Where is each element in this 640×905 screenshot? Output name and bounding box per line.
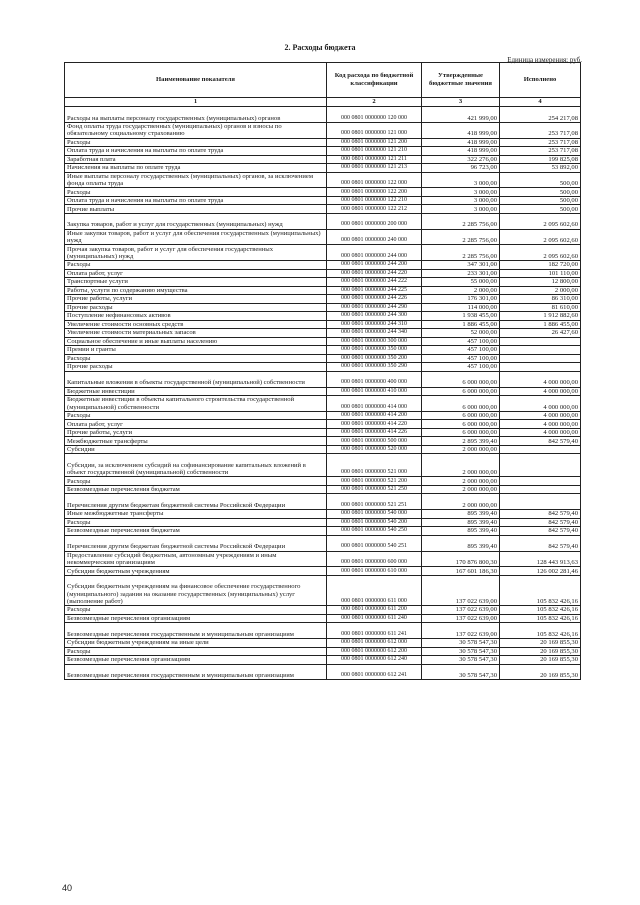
row-code-cell: 000 0801 0000000 611 241 bbox=[327, 623, 422, 639]
row-executed-cell bbox=[500, 363, 581, 372]
table-row bbox=[65, 551, 581, 567]
row-name-cell: Расходы на выплаты персоналу государственных (муниципальных) органов bbox=[65, 107, 327, 123]
row-executed-cell: 12 800,00 bbox=[500, 278, 581, 287]
row-code-cell: 000 0801 0000000 244 226 bbox=[327, 295, 422, 304]
row-code-cell: 000 0801 0000000 414 220 bbox=[327, 420, 422, 429]
row-executed-cell: 254 217,08 bbox=[500, 107, 581, 123]
row-code-cell: 000 0801 0000000 122 210 bbox=[327, 196, 422, 205]
header-row bbox=[65, 63, 581, 98]
row-code-cell: 000 0801 0000000 121 210 bbox=[327, 147, 422, 156]
row-approved-cell: 167 601 186,30 bbox=[422, 567, 500, 576]
row-executed-cell: 842 579,40 bbox=[500, 518, 581, 527]
row-approved-cell: 418 999,00 bbox=[422, 122, 500, 138]
row-code-cell: 000 0801 0000000 600 000 bbox=[327, 551, 422, 567]
row-approved-cell: 418 999,00 bbox=[422, 147, 500, 156]
row-name-cell: Транспортные услуги bbox=[65, 278, 327, 287]
header-approved-values: Утвержденные бюджетные значения bbox=[422, 63, 500, 98]
row-name-cell: Прочие работы, услуги bbox=[65, 428, 327, 437]
row-code-cell: 000 0801 0000000 300 000 bbox=[327, 337, 422, 346]
table-row bbox=[65, 518, 581, 527]
row-executed-cell: 20 169 855,30 bbox=[500, 639, 581, 648]
row-name-cell: Бюджетные инвестиции в объекты капитального строительства государственной (муниципальной) собственности bbox=[65, 396, 327, 412]
row-executed-cell bbox=[500, 354, 581, 363]
row-name-cell: Безвозмездные перечисления организациям bbox=[65, 656, 327, 665]
table-row bbox=[65, 639, 581, 648]
table-row bbox=[65, 286, 581, 295]
row-name-cell: Предоставление субсидий бюджетным, автономным учреждениям и иным некоммерческим организациям bbox=[65, 551, 327, 567]
row-code-cell: 000 0801 0000000 520 000 bbox=[327, 445, 422, 454]
row-executed-cell: 842 579,40 bbox=[500, 527, 581, 536]
table-row bbox=[65, 647, 581, 656]
row-code-cell: 000 0801 0000000 122 000 bbox=[327, 172, 422, 188]
table-row bbox=[65, 396, 581, 412]
row-name-cell: Фонд оплаты труда государственных (муниципальных) органов и взносы по обязательному социальному страхованию bbox=[65, 122, 327, 138]
row-name-cell: Субсидии бюджетным учреждениям на иные цели bbox=[65, 639, 327, 648]
table-row bbox=[65, 312, 581, 321]
column-number: 1 bbox=[65, 98, 327, 107]
row-approved-cell: 895 399,40 bbox=[422, 527, 500, 536]
row-code-cell: 000 0801 0000000 414 226 bbox=[327, 428, 422, 437]
row-name-cell: Прочие выплаты bbox=[65, 205, 327, 214]
row-executed-cell: 1 912 882,60 bbox=[500, 312, 581, 321]
row-code-cell: 000 0801 0000000 414 000 bbox=[327, 396, 422, 412]
row-name-cell: Межбюджетные трансферты bbox=[65, 437, 327, 446]
row-executed-cell: 182 720,00 bbox=[500, 261, 581, 270]
row-code-cell: 000 0801 0000000 244 220 bbox=[327, 269, 422, 278]
row-executed-cell: 500,00 bbox=[500, 172, 581, 188]
row-name-cell: Безвозмездные перечисления государственным и муниципальным организациям bbox=[65, 664, 327, 680]
row-name-cell: Расходы bbox=[65, 477, 327, 486]
row-code-cell: 000 0801 0000000 244 200 bbox=[327, 261, 422, 270]
row-code-cell: 000 0801 0000000 244 300 bbox=[327, 312, 422, 321]
row-executed-cell: 81 610,00 bbox=[500, 303, 581, 312]
row-executed-cell: 4 000 000,00 bbox=[500, 396, 581, 412]
row-name-cell: Расходы bbox=[65, 138, 327, 147]
row-approved-cell: 30 578 547,30 bbox=[422, 639, 500, 648]
row-approved-cell: 55 000,00 bbox=[422, 278, 500, 287]
table-row bbox=[65, 337, 581, 346]
row-approved-cell: 1 938 455,00 bbox=[422, 312, 500, 321]
table-row bbox=[65, 164, 581, 173]
row-executed-cell: 101 110,00 bbox=[500, 269, 581, 278]
row-executed-cell bbox=[500, 477, 581, 486]
row-code-cell: 000 0801 0000000 244 290 bbox=[327, 303, 422, 312]
row-name-cell: Увеличение стоимости основных средств bbox=[65, 320, 327, 329]
table-row bbox=[65, 664, 581, 680]
row-code-cell: 000 0801 0000000 521 250 bbox=[327, 485, 422, 494]
row-name-cell: Расходы bbox=[65, 354, 327, 363]
row-approved-cell: 170 876 800,30 bbox=[422, 551, 500, 567]
row-approved-cell: 418 999,00 bbox=[422, 138, 500, 147]
row-code-cell: 000 0801 0000000 121 211 bbox=[327, 155, 422, 164]
row-code-cell: 000 0801 0000000 122 212 bbox=[327, 205, 422, 214]
row-code-cell: 000 0801 0000000 244 310 bbox=[327, 320, 422, 329]
row-code-cell: 000 0801 0000000 121 200 bbox=[327, 138, 422, 147]
row-name-cell: Оплата труда и начисления на выплаты по оплате труда bbox=[65, 147, 327, 156]
table-row bbox=[65, 196, 581, 205]
row-name-cell: Расходы bbox=[65, 606, 327, 615]
row-executed-cell: 1 886 455,00 bbox=[500, 320, 581, 329]
row-approved-cell: 52 000,00 bbox=[422, 329, 500, 338]
row-name-cell: Иные закупки товаров, работ и услуг для обеспечения государственных (муниципальных) нужд bbox=[65, 229, 327, 245]
table-row bbox=[65, 261, 581, 270]
row-approved-cell: 322 276,00 bbox=[422, 155, 500, 164]
row-code-cell: 000 0801 0000000 122 200 bbox=[327, 188, 422, 197]
table-row bbox=[65, 107, 581, 123]
row-name-cell: Безвозмездные перечисления бюджетам bbox=[65, 527, 327, 536]
expenditure-table bbox=[64, 62, 581, 680]
row-executed-cell: 253 717,08 bbox=[500, 147, 581, 156]
row-approved-cell: 30 578 547,30 bbox=[422, 647, 500, 656]
row-executed-cell: 128 443 913,63 bbox=[500, 551, 581, 567]
row-code-cell: 000 0801 0000000 612 000 bbox=[327, 639, 422, 648]
row-code-cell: 000 0801 0000000 500 000 bbox=[327, 437, 422, 446]
row-code-cell: 000 0801 0000000 240 000 bbox=[327, 229, 422, 245]
table-row bbox=[65, 172, 581, 188]
row-executed-cell: 105 832 426,16 bbox=[500, 606, 581, 615]
row-approved-cell: 1 886 455,00 bbox=[422, 320, 500, 329]
table-row bbox=[65, 155, 581, 164]
row-code-cell: 000 0801 0000000 540 000 bbox=[327, 510, 422, 519]
table-row bbox=[65, 420, 581, 429]
row-code-cell: 000 0801 0000000 610 000 bbox=[327, 567, 422, 576]
row-approved-cell: 6 000 000,00 bbox=[422, 411, 500, 420]
table-row bbox=[65, 494, 581, 510]
row-executed-cell: 2 000,00 bbox=[500, 286, 581, 295]
table-row bbox=[65, 329, 581, 338]
row-executed-cell: 4 000 000,00 bbox=[500, 428, 581, 437]
section-title: 2. Расходы бюджета bbox=[284, 43, 356, 52]
row-executed-cell: 500,00 bbox=[500, 205, 581, 214]
row-code-cell: 000 0801 0000000 121 000 bbox=[327, 122, 422, 138]
column-number: 3 bbox=[422, 98, 500, 107]
row-approved-cell: 176 301,00 bbox=[422, 295, 500, 304]
row-approved-cell: 2 000 000,00 bbox=[422, 485, 500, 494]
row-approved-cell: 6 000 000,00 bbox=[422, 371, 500, 387]
row-approved-cell: 96 723,00 bbox=[422, 164, 500, 173]
row-approved-cell: 2 285 756,00 bbox=[422, 229, 500, 245]
row-approved-cell: 421 999,00 bbox=[422, 107, 500, 123]
row-executed-cell: 842 579,40 bbox=[500, 510, 581, 519]
row-name-cell: Поступление нефинансовых активов bbox=[65, 312, 327, 321]
row-code-cell: 000 0801 0000000 120 000 bbox=[327, 107, 422, 123]
row-name-cell: Прочая закупка товаров, работ и услуг для обеспечения государственных (муниципальных) нужд bbox=[65, 245, 327, 261]
table-row bbox=[65, 527, 581, 536]
table-row bbox=[65, 437, 581, 446]
row-name-cell: Увеличение стоимости материальных запасов bbox=[65, 329, 327, 338]
table-row bbox=[65, 445, 581, 454]
table-row bbox=[65, 320, 581, 329]
row-name-cell: Прочие расходы bbox=[65, 363, 327, 372]
row-code-cell: 000 0801 0000000 521 200 bbox=[327, 477, 422, 486]
table-row bbox=[65, 278, 581, 287]
row-executed-cell: 842 579,40 bbox=[500, 535, 581, 551]
row-name-cell: Оплата работ, услуг bbox=[65, 420, 327, 429]
row-code-cell: 000 0801 0000000 244 000 bbox=[327, 245, 422, 261]
row-executed-cell: 105 832 426,16 bbox=[500, 623, 581, 639]
row-approved-cell: 3 000,00 bbox=[422, 188, 500, 197]
row-code-cell: 000 0801 0000000 540 251 bbox=[327, 535, 422, 551]
row-name-cell: Расходы bbox=[65, 647, 327, 656]
row-code-cell: 000 0801 0000000 611 000 bbox=[327, 575, 422, 605]
table-row bbox=[65, 229, 581, 245]
row-name-cell: Перечисления другим бюджетам бюджетной системы Российской Федерации bbox=[65, 535, 327, 551]
row-approved-cell: 3 000,00 bbox=[422, 196, 500, 205]
row-name-cell: Безвозмездные перечисления государственным и муниципальным организациям bbox=[65, 623, 327, 639]
row-name-cell: Социальное обеспечение и иные выплаты населению bbox=[65, 337, 327, 346]
row-approved-cell: 137 022 639,00 bbox=[422, 623, 500, 639]
row-executed-cell: 842 579,40 bbox=[500, 437, 581, 446]
row-code-cell: 000 0801 0000000 612 240 bbox=[327, 656, 422, 665]
row-code-cell: 000 0801 0000000 410 000 bbox=[327, 387, 422, 396]
row-approved-cell: 457 100,00 bbox=[422, 346, 500, 355]
row-approved-cell: 2 285 756,00 bbox=[422, 213, 500, 229]
row-code-cell: 000 0801 0000000 521 000 bbox=[327, 454, 422, 477]
row-approved-cell: 895 399,40 bbox=[422, 510, 500, 519]
row-approved-cell: 6 000 000,00 bbox=[422, 396, 500, 412]
row-executed-cell: 53 892,00 bbox=[500, 164, 581, 173]
row-name-cell: Субсидии бюджетным учреждениям на финансовое обеспечение государственного (муниципального) задания на оказание государственных (муниципальных) услуг (выполнение работ) bbox=[65, 575, 327, 605]
row-approved-cell: 457 100,00 bbox=[422, 354, 500, 363]
table-row bbox=[65, 138, 581, 147]
row-approved-cell: 137 022 639,00 bbox=[422, 575, 500, 605]
row-code-cell: 000 0801 0000000 121 213 bbox=[327, 164, 422, 173]
table-row bbox=[65, 188, 581, 197]
row-name-cell: Расходы bbox=[65, 188, 327, 197]
row-approved-cell: 2 000 000,00 bbox=[422, 445, 500, 454]
row-executed-cell: 253 717,08 bbox=[500, 122, 581, 138]
row-executed-cell bbox=[500, 445, 581, 454]
row-approved-cell: 30 578 547,30 bbox=[422, 664, 500, 680]
row-executed-cell: 4 000 000,00 bbox=[500, 420, 581, 429]
row-code-cell: 000 0801 0000000 244 340 bbox=[327, 329, 422, 338]
row-executed-cell: 4 000 000,00 bbox=[500, 387, 581, 396]
row-code-cell: 000 0801 0000000 414 200 bbox=[327, 411, 422, 420]
table-row bbox=[65, 346, 581, 355]
row-approved-cell: 30 578 547,30 bbox=[422, 656, 500, 665]
row-name-cell: Капитальные вложения в объекты государственной (муниципальной) собственности bbox=[65, 371, 327, 387]
row-code-cell: 000 0801 0000000 244 222 bbox=[327, 278, 422, 287]
row-approved-cell: 457 100,00 bbox=[422, 363, 500, 372]
table-row bbox=[65, 213, 581, 229]
row-executed-cell: 2 095 602,60 bbox=[500, 245, 581, 261]
row-name-cell: Расходы bbox=[65, 261, 327, 270]
row-executed-cell: 20 169 855,30 bbox=[500, 664, 581, 680]
row-executed-cell: 4 000 000,00 bbox=[500, 371, 581, 387]
row-executed-cell bbox=[500, 485, 581, 494]
table-row bbox=[65, 510, 581, 519]
row-name-cell: Иные межбюджетные трансферты bbox=[65, 510, 327, 519]
row-name-cell: Субсидии, за исключением субсидий на софинансирование капитальных вложений в объект государственной (муниципальной) собственности bbox=[65, 454, 327, 477]
column-number-row bbox=[65, 98, 581, 107]
row-name-cell: Премии и гранты bbox=[65, 346, 327, 355]
row-name-cell: Начисления на выплаты по оплате труда bbox=[65, 164, 327, 173]
row-name-cell: Заработная плата bbox=[65, 155, 327, 164]
row-approved-cell: 6 000 000,00 bbox=[422, 420, 500, 429]
row-executed-cell: 26 427,60 bbox=[500, 329, 581, 338]
row-name-cell: Безвозмездные перечисления бюджетам bbox=[65, 485, 327, 494]
row-code-cell: 000 0801 0000000 350 200 bbox=[327, 354, 422, 363]
row-approved-cell: 6 000 000,00 bbox=[422, 428, 500, 437]
row-code-cell: 000 0801 0000000 400 000 bbox=[327, 371, 422, 387]
table-row bbox=[65, 428, 581, 437]
row-executed-cell: 105 832 426,16 bbox=[500, 614, 581, 623]
row-code-cell: 000 0801 0000000 200 000 bbox=[327, 213, 422, 229]
row-approved-cell: 137 022 639,00 bbox=[422, 606, 500, 615]
row-name-cell: Безвозмездные перечисления организациям bbox=[65, 614, 327, 623]
table-row bbox=[65, 269, 581, 278]
row-code-cell: 000 0801 0000000 244 225 bbox=[327, 286, 422, 295]
table-row bbox=[65, 567, 581, 576]
row-approved-cell: 347 301,00 bbox=[422, 261, 500, 270]
table-row bbox=[65, 656, 581, 665]
table-row bbox=[65, 606, 581, 615]
page-number: 40 bbox=[62, 883, 73, 893]
row-approved-cell: 2 000,00 bbox=[422, 286, 500, 295]
row-name-cell: Расходы bbox=[65, 518, 327, 527]
row-executed-cell: 2 095 602,60 bbox=[500, 229, 581, 245]
row-name-cell: Оплата работ, услуг bbox=[65, 269, 327, 278]
row-approved-cell: 457 100,00 bbox=[422, 337, 500, 346]
table-row bbox=[65, 535, 581, 551]
row-approved-cell: 895 399,40 bbox=[422, 535, 500, 551]
column-number: 4 bbox=[500, 98, 581, 107]
row-name-cell: Расходы bbox=[65, 411, 327, 420]
table-row bbox=[65, 623, 581, 639]
row-executed-cell bbox=[500, 494, 581, 510]
row-executed-cell bbox=[500, 346, 581, 355]
row-approved-cell: 2 895 399,40 bbox=[422, 437, 500, 446]
table-row bbox=[65, 295, 581, 304]
row-approved-cell: 2 285 756,00 bbox=[422, 245, 500, 261]
row-code-cell: 000 0801 0000000 350 290 bbox=[327, 363, 422, 372]
row-approved-cell: 6 000 000,00 bbox=[422, 387, 500, 396]
row-executed-cell bbox=[500, 337, 581, 346]
row-code-cell: 000 0801 0000000 350 000 bbox=[327, 346, 422, 355]
row-executed-cell: 500,00 bbox=[500, 196, 581, 205]
table-row bbox=[65, 477, 581, 486]
row-name-cell: Перечисления другим бюджетам бюджетной системы Российской Федерации bbox=[65, 494, 327, 510]
row-approved-cell: 895 399,40 bbox=[422, 518, 500, 527]
header-indicator-name: Наименование показателя bbox=[65, 63, 327, 98]
row-executed-cell bbox=[500, 454, 581, 477]
table-row bbox=[65, 485, 581, 494]
row-executed-cell: 126 002 281,46 bbox=[500, 567, 581, 576]
row-approved-cell: 2 000 000,00 bbox=[422, 454, 500, 477]
row-executed-cell: 253 717,08 bbox=[500, 138, 581, 147]
row-approved-cell: 3 000,00 bbox=[422, 172, 500, 188]
row-executed-cell: 4 000 000,00 bbox=[500, 411, 581, 420]
row-code-cell: 000 0801 0000000 540 200 bbox=[327, 518, 422, 527]
table-row bbox=[65, 387, 581, 396]
header-classification-code: Код расхода по бюджетной классификации bbox=[327, 63, 422, 98]
table-row bbox=[65, 354, 581, 363]
row-code-cell: 000 0801 0000000 521 251 bbox=[327, 494, 422, 510]
row-executed-cell: 86 310,00 bbox=[500, 295, 581, 304]
table-row bbox=[65, 371, 581, 387]
table-row bbox=[65, 205, 581, 214]
row-name-cell: Закупка товаров, работ и услуг для государственных (муниципальных) нужд bbox=[65, 213, 327, 229]
row-executed-cell: 2 095 602,60 bbox=[500, 213, 581, 229]
row-executed-cell: 105 832 426,16 bbox=[500, 575, 581, 605]
row-code-cell: 000 0801 0000000 612 200 bbox=[327, 647, 422, 656]
row-executed-cell: 20 169 855,30 bbox=[500, 656, 581, 665]
row-name-cell: Работы, услуги по содержанию имущества bbox=[65, 286, 327, 295]
row-name-cell: Бюджетные инвестиции bbox=[65, 387, 327, 396]
row-approved-cell: 3 000,00 bbox=[422, 205, 500, 214]
row-name-cell: Субсидии бюджетным учреждениям bbox=[65, 567, 327, 576]
row-code-cell: 000 0801 0000000 611 240 bbox=[327, 614, 422, 623]
row-approved-cell: 233 301,00 bbox=[422, 269, 500, 278]
row-approved-cell: 114 000,00 bbox=[422, 303, 500, 312]
column-number: 2 bbox=[327, 98, 422, 107]
table-row bbox=[65, 122, 581, 138]
table-row bbox=[65, 303, 581, 312]
row-code-cell: 000 0801 0000000 540 250 bbox=[327, 527, 422, 536]
row-executed-cell: 20 169 855,30 bbox=[500, 647, 581, 656]
row-code-cell: 000 0801 0000000 611 200 bbox=[327, 606, 422, 615]
unit-of-measure: Единица измерения: руб. bbox=[507, 56, 582, 64]
table-row bbox=[65, 411, 581, 420]
row-code-cell: 000 0801 0000000 612 241 bbox=[327, 664, 422, 680]
header-executed: Исполнено bbox=[500, 63, 581, 98]
row-executed-cell: 500,00 bbox=[500, 188, 581, 197]
row-approved-cell: 137 022 639,00 bbox=[422, 614, 500, 623]
table-row bbox=[65, 575, 581, 605]
table-row bbox=[65, 454, 581, 477]
row-name-cell: Оплата труда и начисления на выплаты по оплате труда bbox=[65, 196, 327, 205]
table-row bbox=[65, 245, 581, 261]
table-row bbox=[65, 363, 581, 372]
row-approved-cell: 2 000 000,00 bbox=[422, 494, 500, 510]
row-name-cell: Иные выплаты персоналу государственных (муниципальных) органов, за исключением фонда оплаты труда bbox=[65, 172, 327, 188]
row-executed-cell: 199 825,08 bbox=[500, 155, 581, 164]
table-row bbox=[65, 614, 581, 623]
row-name-cell: Прочие работы, услуги bbox=[65, 295, 327, 304]
row-approved-cell: 2 000 000,00 bbox=[422, 477, 500, 486]
table-row bbox=[65, 147, 581, 156]
row-name-cell: Субсидии bbox=[65, 445, 327, 454]
row-name-cell: Прочие расходы bbox=[65, 303, 327, 312]
